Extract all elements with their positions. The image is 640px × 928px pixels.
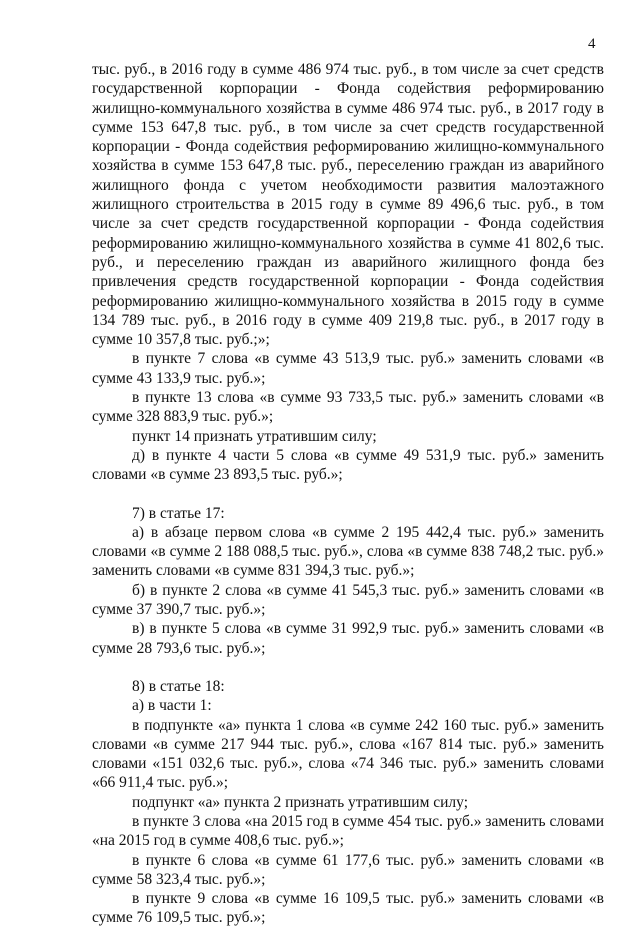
paragraph-continuation: тыс. руб., в 2016 году в сумме 486 974 тыс. руб., в том числе за счет средств государственной корпорации - Фонда содействия реформированию жилищно-коммунального хозяйства в сумме 486 974 тыс. руб., в 2017 году в сумме 153 647,8 тыс. руб., в том числе за счет средств государственной корпорации - Фонда содействия реформированию жилищно-коммунального хозяйства в сумме 153 647,8 тыс. руб., переселению граждан из аварийного жилищного фонда с учетом необходимости развития малоэтажного жилищного строительства в 2015 году в сумме 89 496,6 тыс. руб., в том числе за счет средств государственной корпорации - Фонда содействия реформированию жилищно-коммунального хозяйства в сумме 41 802,6 тыс. руб., и переселению граждан из аварийного жилищного фонда без привлечения средств государственной корпорации - Фонда содействия реформированию жилищно-коммунального хозяйства в 2015 году в сумме 134 789 тыс. руб., в 2016 году в сумме 409 219,8 тыс. руб., в 2017 году в сумме 10 357,8 тыс. руб.;»; — [92, 61, 604, 349]
paragraph-point-3: в пункте 3 слова «на 2015 год в сумме 454 тыс. руб.» заменить словами «на 2015 год в сумме 408,6 тыс. руб.»; — [92, 812, 604, 850]
paragraph-item-13: в пункте 13 слова «в сумме 93 733,5 тыс. руб.» заменить словами «в сумме 328 883,9 тыс. руб.»; — [92, 389, 604, 426]
page-number: 4 — [588, 36, 596, 52]
paragraph-subitem-v: в) в пункте 5 слова «в сумме 31 992,9 тыс. руб.» заменить словами «в сумме 28 793,6 тыс. руб.»; — [92, 620, 604, 657]
paragraph-item-14: пункт 14 признать утратившим силу; — [132, 427, 377, 445]
paragraph-subitem-a: а) в абзаце первом слова «в сумме 2 195 442,4 тыс. руб.» заменить словами «в сумме 2 188 088,5 тыс. руб.», слова «в сумме 838 748,2 тыс. руб.» заменить словами «в сумме 831 394,3 тыс. руб.»; — [92, 523, 604, 580]
section-heading-8: 8) в статье 18: — [132, 677, 225, 695]
paragraph-subpoint-a-1: в подпункте «а» пункта 1 слова «в сумме 242 160 тыс. руб.» заменить словами «в сумме 217 944 тыс. руб.», слова «167 814 тыс. руб.» заменить словами «151 032,6 тыс. руб.», слова «74 346 тыс. руб.» заменить словами «66 911,4 тыс. руб.»; — [92, 716, 604, 792]
paragraph-gap — [92, 658, 604, 677]
paragraph-item-7: в пункте 7 слова «в сумме 43 513,9 тыс. руб.» заменить словами «в сумме 43 133,9 тыс. руб.»; — [92, 350, 604, 387]
section-heading-7: 7) в статье 17: — [132, 504, 225, 522]
paragraph-subitem-a-part1: а) в части 1: — [132, 697, 212, 715]
paragraph-point-6: в пункте 6 слова «в сумме 61 177,6 тыс. руб.» заменить словами «в сумме 58 323,4 тыс. руб.»; — [92, 851, 604, 888]
paragraph-subitem-b: б) в пункте 2 слова «в сумме 41 545,3 тыс. руб.» заменить словами «в сумме 37 390,7 тыс. руб.»; — [92, 581, 604, 619]
document-body — [92, 60, 604, 928]
paragraph-point-9: в пункте 9 слова «в сумме 16 109,5 тыс. руб.» заменить словами «в сумме 76 109,5 тыс. руб.»; — [92, 890, 604, 927]
paragraph-subpoint-a-2: подпункт «а» пункта 2 признать утратившим силу; — [132, 793, 469, 811]
paragraph-subitem-d: д) в пункте 4 части 5 слова «в сумме 49 531,9 тыс. руб.» заменить словами «в сумме 23 893,5 тыс. руб.»; — [92, 446, 604, 484]
paragraph-gap — [92, 485, 604, 504]
